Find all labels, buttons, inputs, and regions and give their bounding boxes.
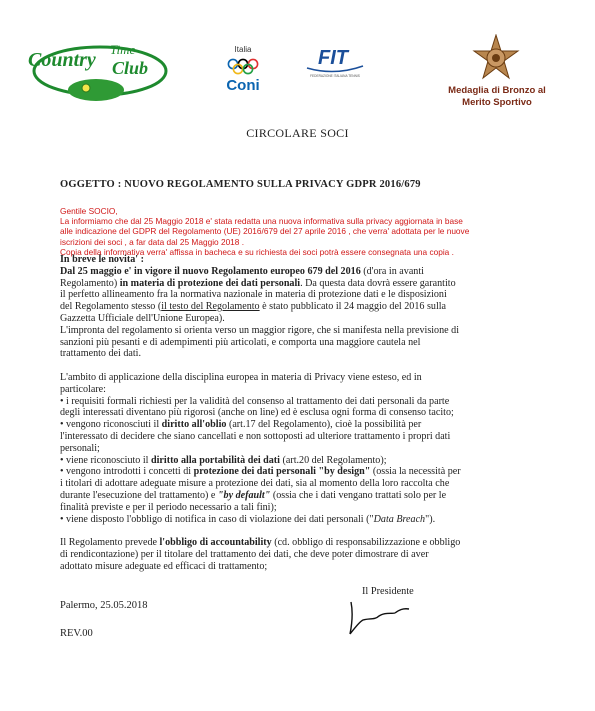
notice-line: Copia della informativa verra' affissa in bacheca e su richiesta dei soci potrà essere consegnata una copia . xyxy=(60,246,454,257)
text: (ossia che i dati vengano trattati solo per le xyxy=(270,489,447,501)
bullet-item: • viene disposto l'obbligo di notifica in caso di violazione dei dati personali (" xyxy=(60,513,374,525)
text: è stato pubblicato il 24 maggio del 2016 sulla xyxy=(259,301,447,313)
regulation-text-link[interactable]: il testo del Regolamento xyxy=(161,301,260,313)
country-club-logo xyxy=(20,36,170,106)
text: durante l'esecuzione del trattamento) e xyxy=(60,489,218,501)
signer-title: Il Presidente xyxy=(362,586,414,597)
body-heading: In breve le novita' : xyxy=(60,254,144,265)
document-body xyxy=(60,254,538,573)
bullet-item: • i requisiti formali richiesti per la validità del consenso al trattamento dei dati personali da parte xyxy=(60,395,450,407)
bronze-medal-icon xyxy=(466,34,526,82)
coni-italia-text: Italia xyxy=(234,45,252,54)
text: di rendicontazione) per il titolare del trattamento dei dati, che deve poter dimostrare di aver xyxy=(60,548,429,560)
subject-line: OGGETTO : NUOVO REGOLAMENTO SULLA PRIVACY GDPR 2016/679 xyxy=(60,179,421,190)
medal-caption xyxy=(437,85,557,109)
text-bold: diritto all'oblio xyxy=(161,419,227,431)
fit-subtitle: FEDERAZIONE ITALIANA TENNIS xyxy=(310,74,360,78)
text: adottato misure adeguate ed efficaci di trattamento; xyxy=(60,560,268,572)
fit-letters: FIT xyxy=(318,47,348,69)
text: del Regolamento stesso ( xyxy=(60,301,162,313)
medal-caption-line2: Merito Sportivo xyxy=(462,97,532,108)
text: (ossia la necessità per xyxy=(370,466,461,478)
revision-label: REV.00 xyxy=(60,628,93,639)
bullet-item: • vengono introdotti i concetti di xyxy=(60,466,194,478)
document-title: CIRCOLARE SOCI xyxy=(246,126,349,140)
text: i titolari di adottare adeguate misure a protezione dei dati, sia al momento della loro raccolta che xyxy=(60,478,450,490)
olympic-rings-icon xyxy=(228,59,257,73)
text: il perfetto allineamento fra la normativa nazionale in materia di protezione dati e le disposizioni xyxy=(60,289,447,301)
text: Gazzetta Ufficiale dell'Unione Europea). xyxy=(60,312,225,324)
text: . Da questa data dovrà essere garantito xyxy=(300,277,456,289)
notice-line: La informiamo che dal 25 Maggio 2018 e' stata redatta una nuova informativa sulla privacy aggiornata in base xyxy=(60,216,463,227)
text-italic: Data Breach xyxy=(373,513,426,525)
bullet-item: • vengono riconosciuti il xyxy=(60,419,162,431)
text: (cd. obbligo di responsabilizzazione e obbligo xyxy=(271,537,461,549)
text: L'impronta del regolamento si orienta verso un maggior rigore, che si manifesta nella previsione di xyxy=(60,324,459,336)
coni-logo xyxy=(223,42,263,100)
fit-logo xyxy=(303,46,367,80)
notice-line: iscrizioni dei soci , a far data dal 25 Maggio 2018 . xyxy=(60,236,245,247)
text: "). xyxy=(425,513,436,525)
text: (art.17 del Regolamento), cioè la possibilità per xyxy=(226,419,422,431)
text: (art.20 del Regolamento); xyxy=(279,454,387,466)
text: sanzioni più pesanti e di adempimenti più articolati, e comporta una maggiore cautela nel xyxy=(60,336,421,348)
place-date: Palermo, 25.05.2018 xyxy=(60,600,148,611)
text-bold: l'obbligo di accountability xyxy=(159,537,272,549)
text-bold: Dal 25 maggio e' in vigore il nuovo Regolamento europeo 679 del 2016 xyxy=(60,265,361,277)
logo-word-country: Country xyxy=(28,49,96,71)
notice-line: alle indicazione del GDPR del Regolamento (UE) 2016/679 del 27 aprile 2016 , che verra' adottata per le nuove xyxy=(60,226,470,237)
logo-word-club: Club xyxy=(112,58,149,78)
text: (d'ora in avanti xyxy=(360,265,424,277)
coni-text: Coni xyxy=(226,77,260,94)
red-notice xyxy=(60,206,540,257)
text-bold: diritto alla portabilità dei dati xyxy=(151,454,280,466)
text: Il Regolamento prevede xyxy=(60,537,160,549)
text: L'ambito di applicazione della disciplina europea in materia di Privacy viene esteso, ed in xyxy=(60,371,422,383)
text-bold: in materia di protezione dei dati personali xyxy=(119,277,301,289)
text: particolare: xyxy=(60,383,106,395)
text: degli interessati diventano più rigorosi (anche on line) ed è esclusa ogni forma di consenso tacito; xyxy=(60,407,454,419)
text-bold: protezione dei dati personali "by design" xyxy=(193,466,371,478)
text: l'interessato di decidere che siano cancellati e non sottoposti ad ulteriore trattamento i propri dati xyxy=(60,430,451,442)
notice-greeting: Gentile SOCIO, xyxy=(60,206,118,216)
text: trattamento dei dati. xyxy=(60,348,142,360)
logo-word-time: Time xyxy=(110,42,136,57)
medal-caption-line1: Medaglia di Bronzo al xyxy=(448,85,546,96)
bullet-item: • viene riconosciuto il xyxy=(60,454,151,466)
text: personali; xyxy=(60,442,100,454)
text-bold: "by default" xyxy=(217,489,271,501)
signature xyxy=(345,598,415,638)
text: Regolamento) xyxy=(60,277,120,289)
text: finalità previste e per il periodo necessario a tali fini); xyxy=(60,501,277,513)
